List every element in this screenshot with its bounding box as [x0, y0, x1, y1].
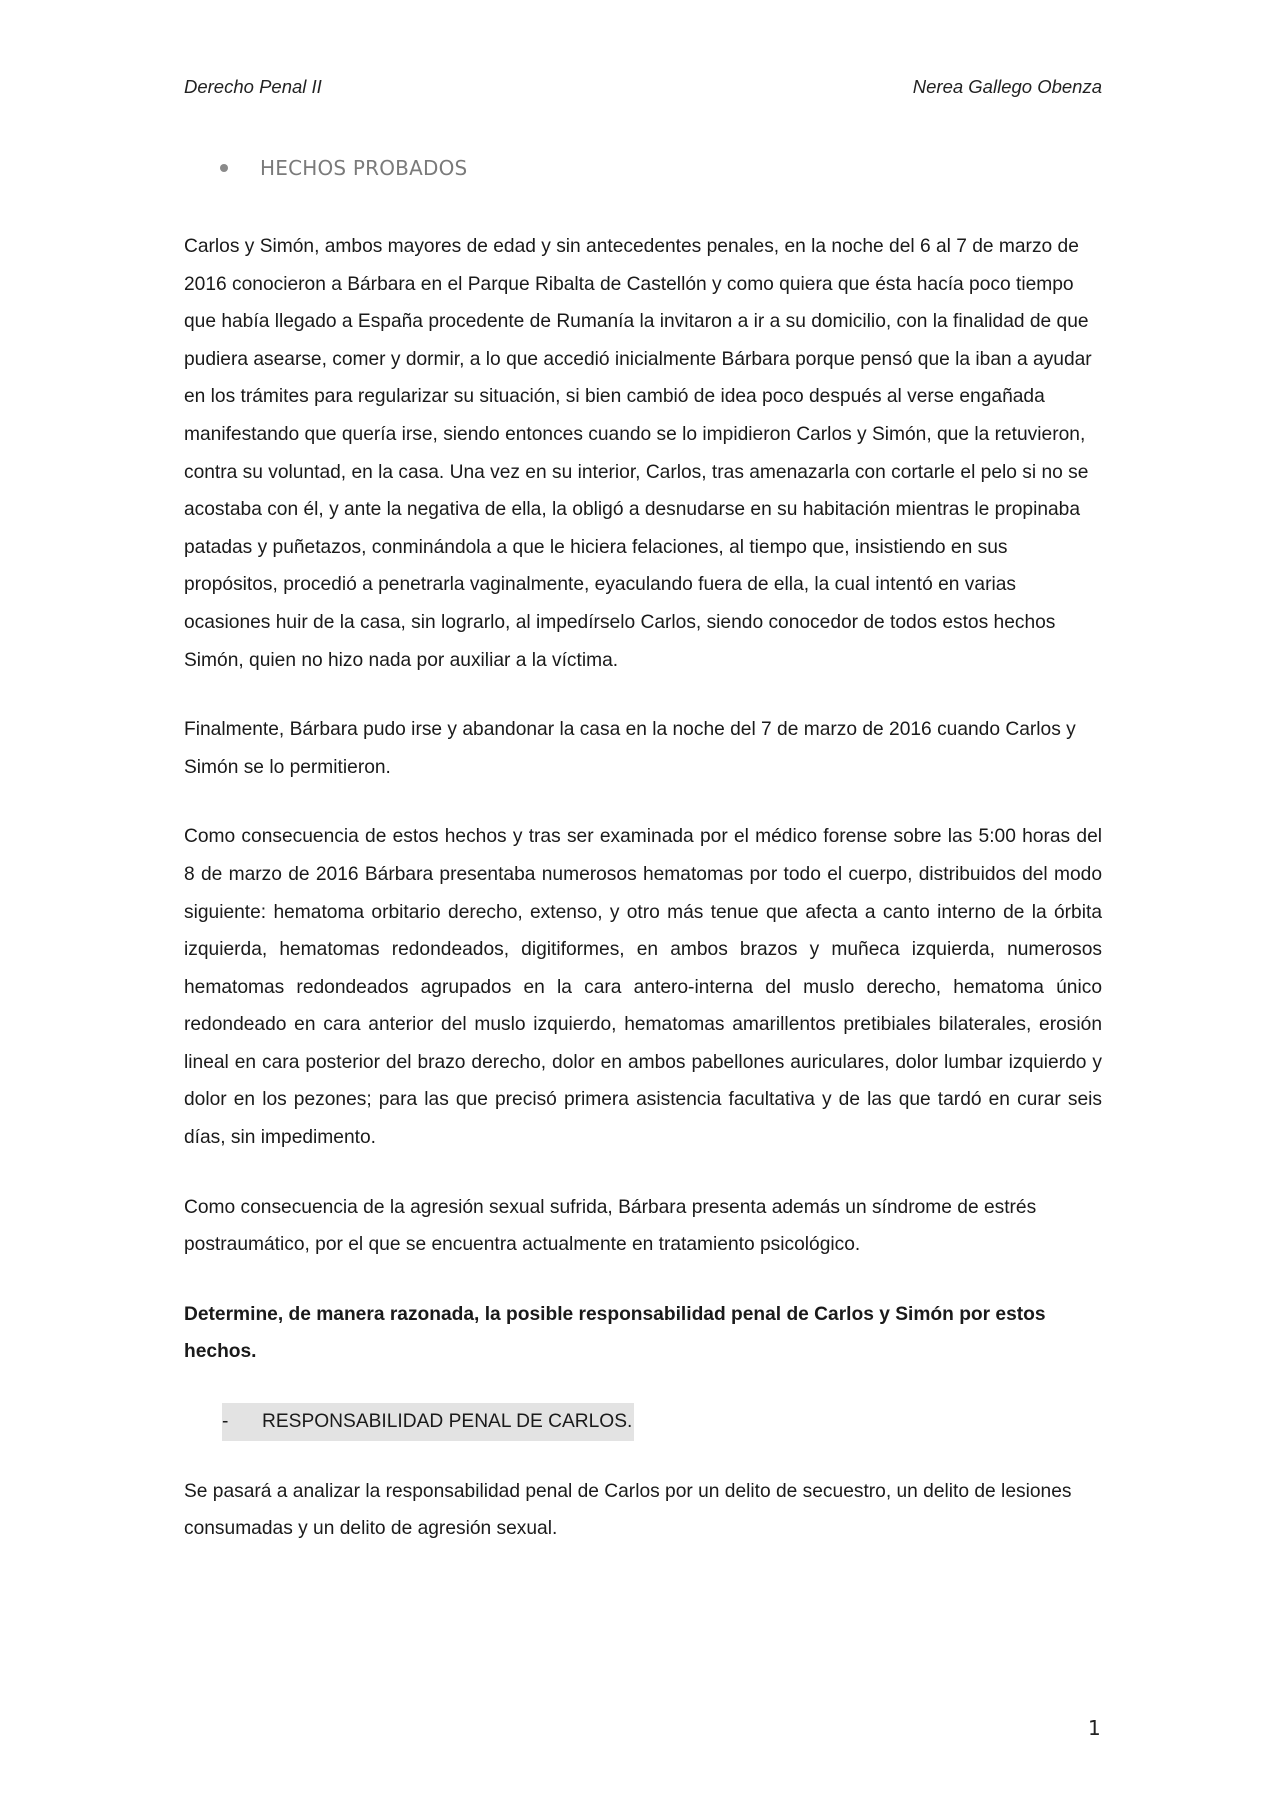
sub-heading-highlight: [222, 1403, 634, 1441]
header-course-title: Derecho Penal II: [184, 76, 322, 97]
sub-heading-label: RESPONSABILIDAD PENAL DE CARLOS.: [262, 1411, 633, 1433]
paragraph-analysis-intro: Se pasará a analizar la responsabilidad penal de Carlos por un delito de secuestro, un delito de lesiones consumadas y un delito de agresión sexual.: [184, 1480, 1072, 1540]
document-body: [184, 228, 1102, 1548]
question-text: Determine, de manera razonada, la posible responsabilidad penal de Carlos y Simón por estos hechos.: [184, 1303, 1046, 1363]
page-number: 1: [1088, 1716, 1101, 1740]
sub-heading-carlos: [222, 1403, 1102, 1441]
paragraph-facts: Carlos y Simón, ambos mayores de edad y sin antecedentes penales, en la noche del 6 al 7 de marzo de 2016 conocieron a Bárbara en el Parque Ribalta de Castellón y como quiera que ésta hacía poco tiempo que había llegado a España procedente de Rumanía la invitaron a ir a su domicilio, con la finalidad de que pudiera asearse, comer y dormir, a lo que accedió inicialmente Bárbara porque pensó que la iban a ayudar en los trámites para regularizar su situación, si bien cambió de idea poco después al verse engañada manifestando que quería irse, siendo entonces cuando se lo impidieron Carlos y Simón, que la retuvieron, contra su voluntad, en la casa. Una vez en su interior, Carlos, tras amenazarla con cortarle el pelo si no se acostaba con él, y ante la negativa de ella, la obligó a desnudarse en su habitación mientras le propinaba patadas y puñetazos, conminándola a que le hiciera felaciones, al tiempo que, insistiendo en sus propósitos, procedió a penetrarla vaginalmente, eyaculando fuera de ella, la cual intentó en varias ocasiones huir de la casa, sin lograrlo, al impedírselo Carlos, siendo conocedor de todos estos hechos Simón, quien no hizo nada por auxiliar a la víctima.: [184, 236, 1092, 671]
section-heading: [220, 156, 467, 180]
page-header: [184, 76, 1102, 98]
header-author-name: Nerea Gallego Obenza: [912, 76, 1102, 97]
paragraph-release: Finalmente, Bárbara pudo irse y abandonar la casa en la noche del 7 de marzo de 2016 cuando Carlos y Simón se lo permitieron.: [184, 719, 1076, 778]
bullet-dot-icon: [220, 164, 228, 172]
paragraph-ptsd: Como consecuencia de la agresión sexual sufrida, Bárbara presenta además un síndrome de estrés postraumático, por el que se encuentra actualmente en tratamiento psicológico.: [184, 1196, 1037, 1256]
paragraph-injuries: Como consecuencia de estos hechos y tras ser examinada por el médico forense sobre las 5:00 horas del 8 de marzo de 2016 Bárbara presentaba numerosos hematomas por todo el cuerpo, distribuidos del modo siguiente: hematoma orbitario derecho, extenso, y otro más tenue que afecta a canto interno de la órbita izquierda, hematomas redondeados, digitiformes, en ambos brazos y muñeca izquierda, numerosos hematomas redondeados agrupados en la cara antero-interna del muslo derecho, hematoma único redondeado en cara anterior del muslo izquierdo, hematomas amarillentos pretibiales bilaterales, erosión lineal en cara posterior del brazo derecho, dolor en ambos pabellones auriculares, dolor lumbar izquierdo y dolor en los pezones; para las que precisó primera asistencia facultativa y de las que tardó en curar seis días, sin impedimento.: [184, 826, 1102, 1149]
dash-marker: -: [222, 1411, 229, 1433]
section-heading-text: HECHOS PROBADOS: [260, 156, 468, 180]
